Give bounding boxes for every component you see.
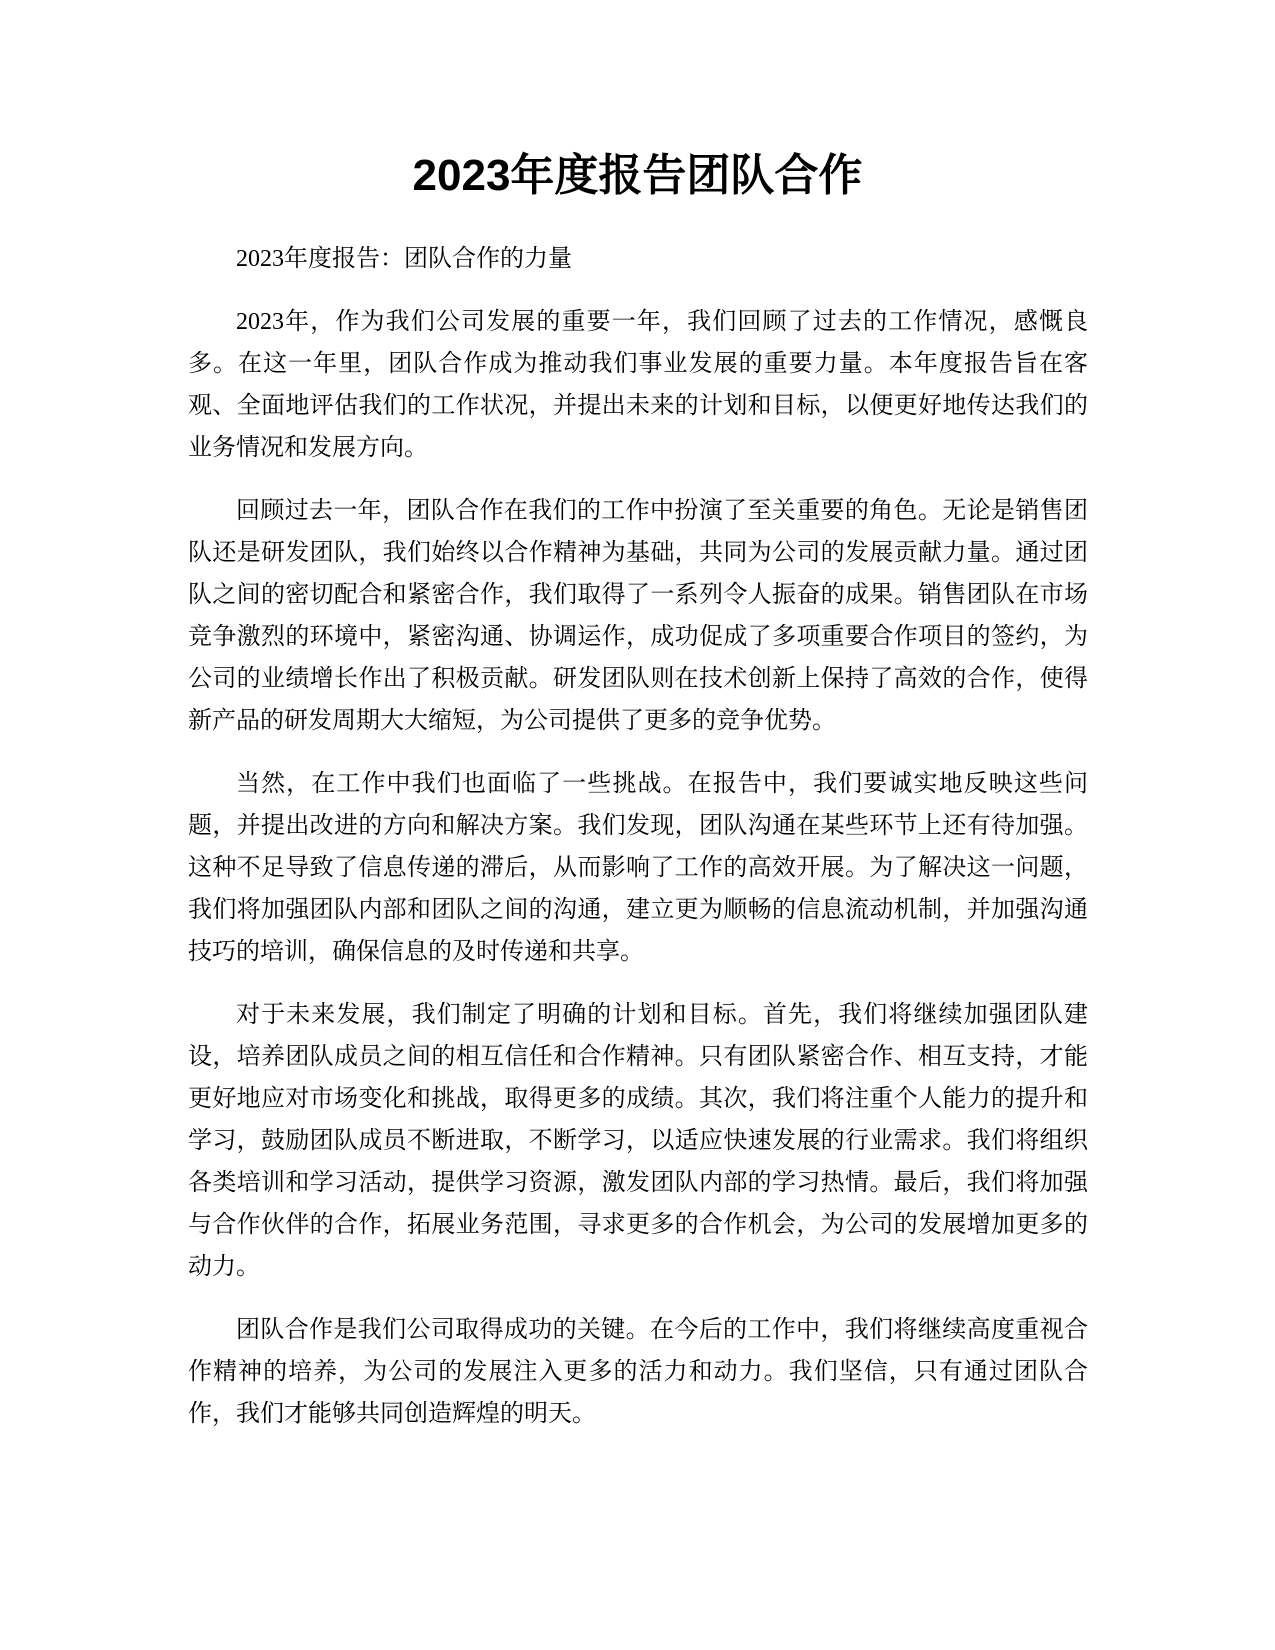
document-title: 2023年度报告团队合作 xyxy=(412,151,863,200)
paragraph-review: 回顾过去一年，团队合作在我们的工作中扮演了至关重要的角色。无论是销售团队还是研发团队，我们始终以合作精神为基础，共同为公司的发展贡献力量。通过团队之间的密切配合和紧密合作，我们取得了一系列令人振奋的成果。销售团队在市场竞争激烈的环境中，紧密沟通、协调运作，成功促成了多项重要合作项目的签约，为公司的业绩增长作出了积极贡献。研发团队则在技术创新上保持了高效的合作，使得新产品的研发周期大大缩短，为公司提供了更多的竞争优势。 xyxy=(188,498,1088,734)
paragraph-challenges: 当然，在工作中我们也面临了一些挑战。在报告中，我们要诚实地反映这些问题，并提出改进的方向和解决方案。我们发现，团队沟通在某些环节上还有待加强。这种不足导致了信息传递的滞后，从而影响了工作的高效开展。为了解决这一问题，我们将加强团队内部和团队之间的沟通，建立更为顺畅的信息流动机制，并加强沟通技巧的培训，确保信息的及时传递和共享。 xyxy=(188,771,1088,965)
document-subtitle: 2023年度报告：团队合作的力量 xyxy=(236,246,572,272)
paragraph-future-plans: 对于未来发展，我们制定了明确的计划和目标。首先，我们将继续加强团队建设，培养团队成员之间的相互信任和合作精神。只有团队紧密合作、相互支持，才能更好地应对市场变化和挑战，取得更多的成绩。其次，我们将注重个人能力的提升和学习，鼓励团队成员不断进取，不断学习，以适应快速发展的行业需求。我们将组织各类培训和学习活动，提供学习资源，激发团队内部的学习热情。最后，我们将加强与合作伙伴的合作，拓展业务范围，寻求更多的合作机会，为公司的发展增加更多的动力。 xyxy=(188,1002,1088,1280)
document-body xyxy=(188,238,1088,1456)
paragraph-conclusion: 团队合作是我们公司取得成功的关键。在今后的工作中，我们将继续高度重视合作精神的培养，为公司的发展注入更多的活力和动力。我们坚信，只有通过团队合作，我们才能够共同创造辉煌的明天。 xyxy=(188,1317,1088,1427)
paragraph-intro: 2023年，作为我们公司发展的重要一年，我们回顾了过去的工作情况，感慨良多。在这一年里，团队合作成为推动我们事业发展的重要力量。本年度报告旨在客观、全面地评估我们的工作状况，并提出未来的计划和目标，以便更好地传达我们的业务情况和发展方向。 xyxy=(188,309,1088,461)
